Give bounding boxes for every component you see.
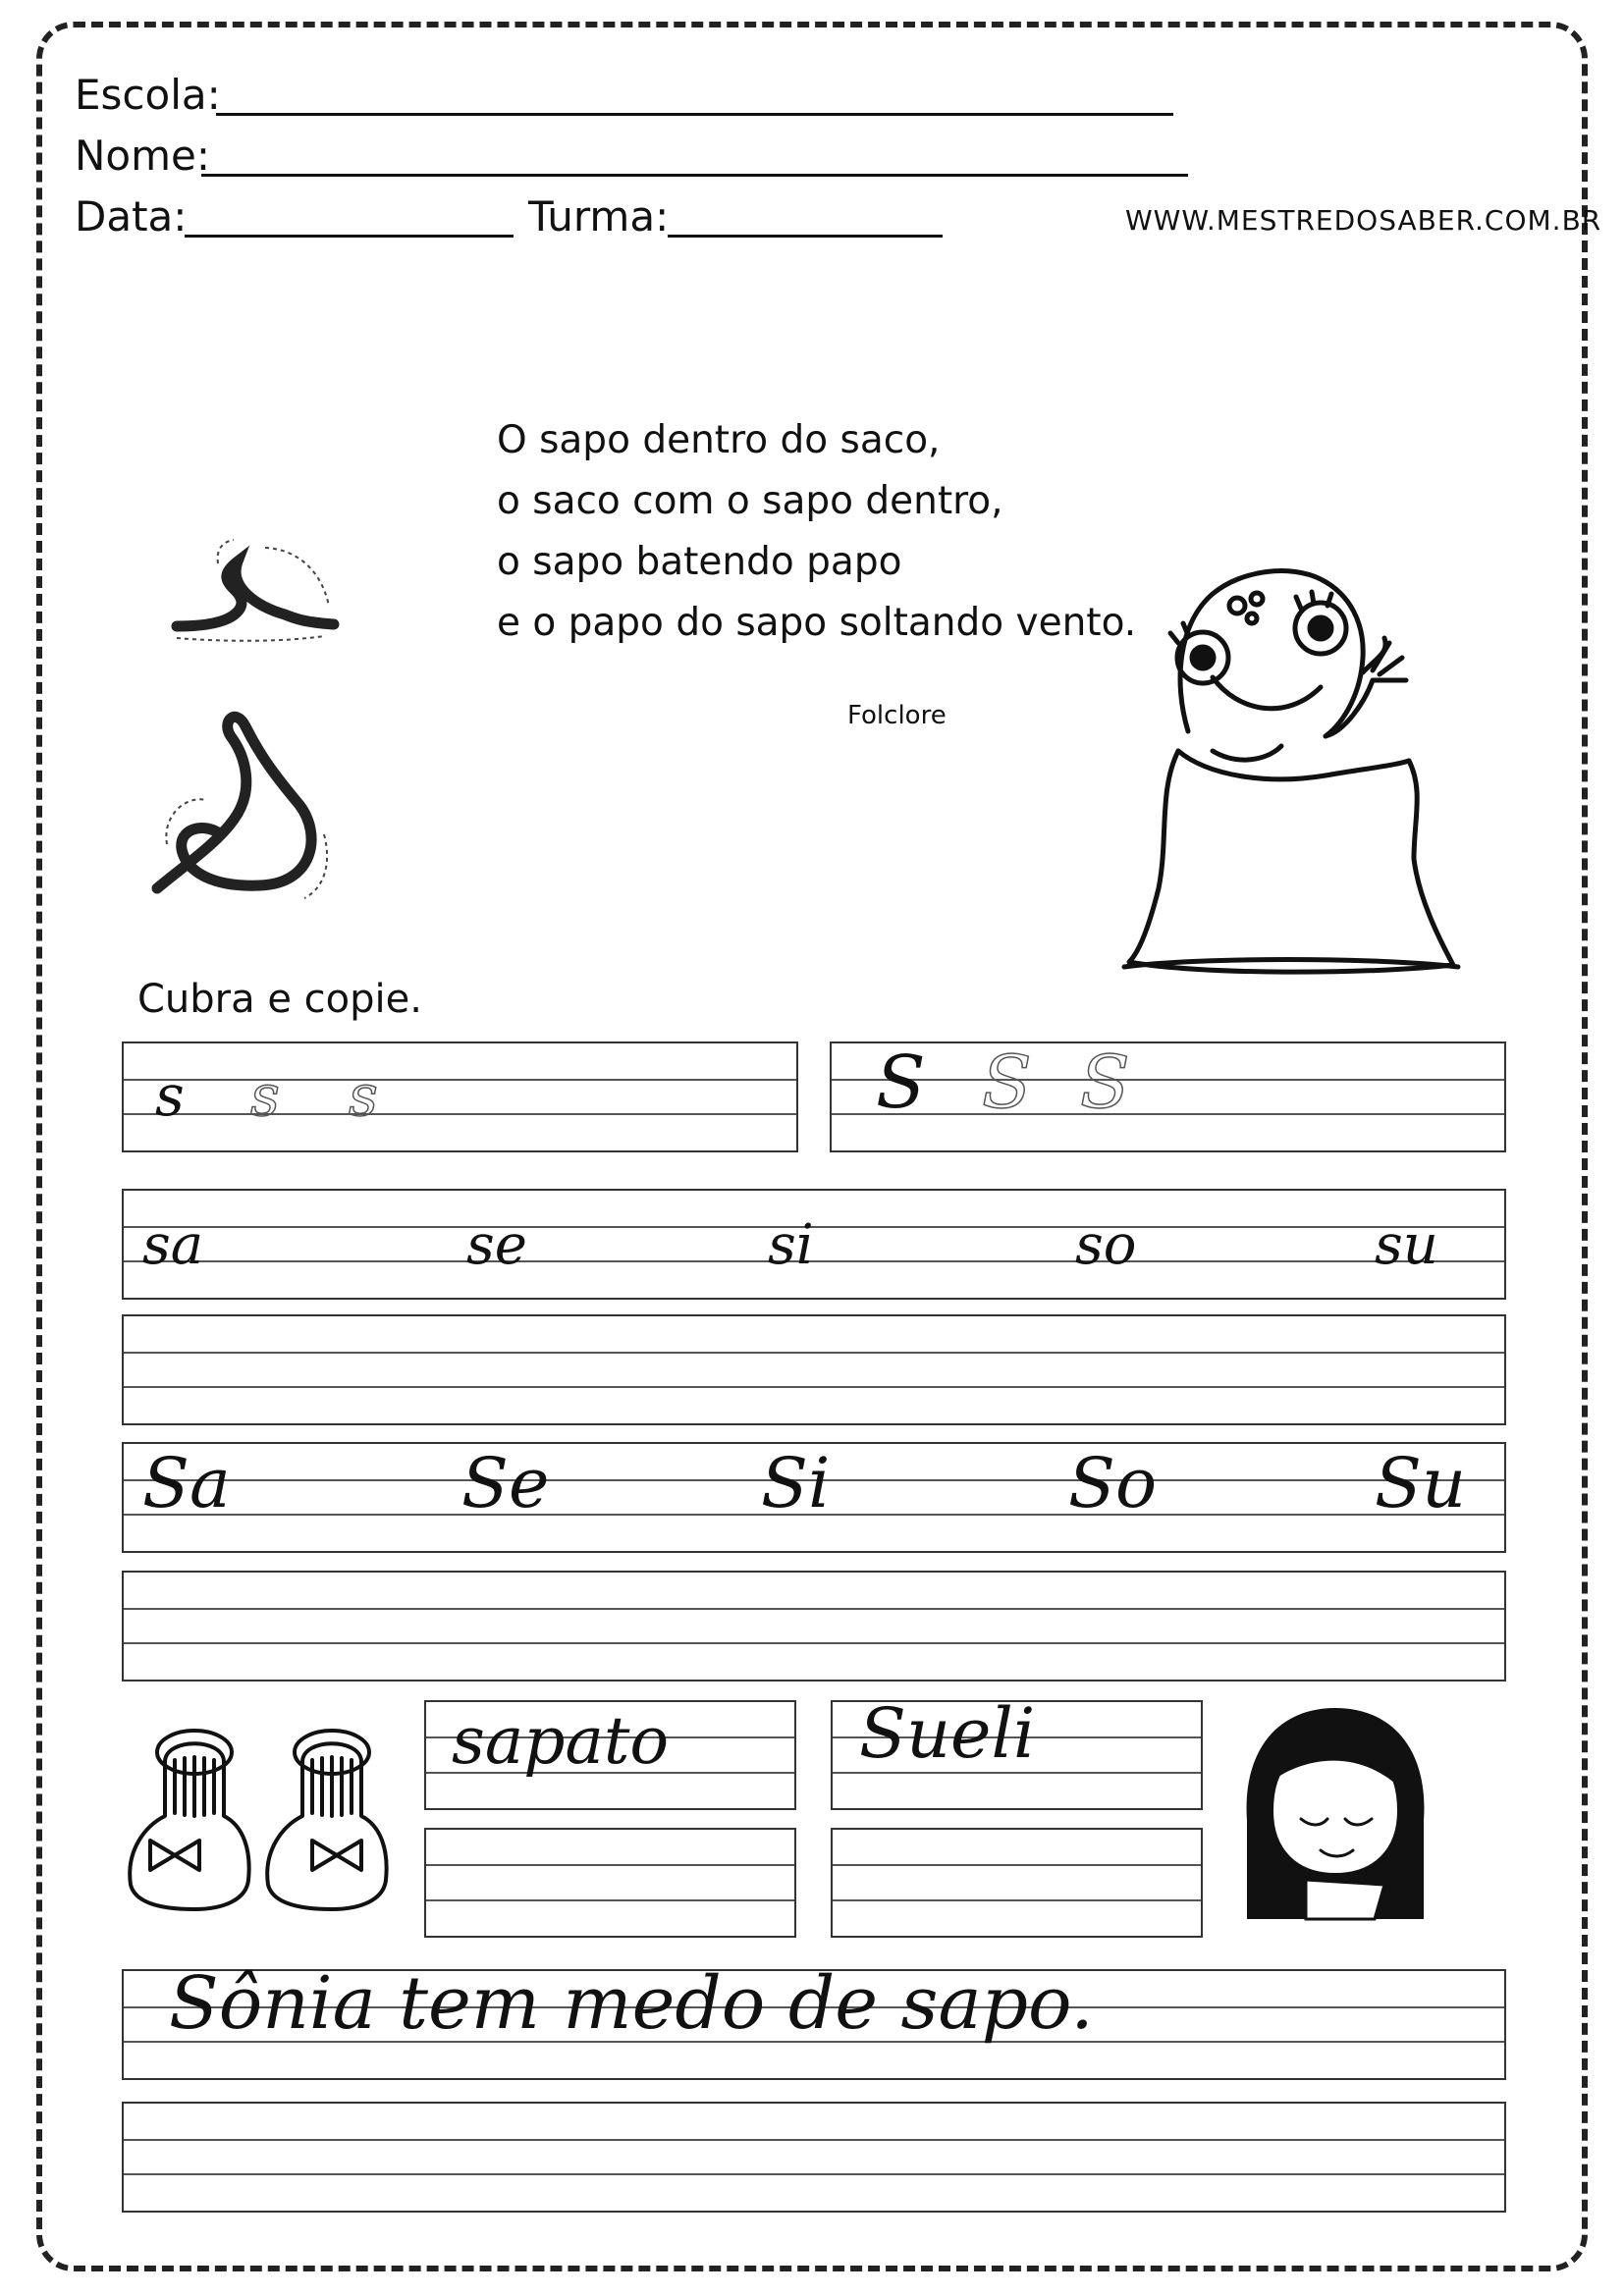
sentence-text: Sônia tem medo de sapo. [169,1961,1094,2046]
lowercase-syllables-box[interactable] [122,1189,1506,1300]
uppercase-letter-writing-box[interactable] [830,1041,1506,1152]
syllable-lower: so [1075,1213,1137,1277]
copy-word-sapato-box[interactable] [424,1828,796,1938]
syllable-lower: sa [142,1213,204,1277]
trace-letter-lower-dotted: s [250,1062,280,1129]
baby-shoes-illustration [126,1723,391,1914]
poem-source: Folclore [847,701,947,730]
syllable-lower: se [466,1213,527,1277]
date-label: Data: [75,192,188,240]
name-field[interactable] [201,174,1188,177]
trace-letter-lower: s [155,1062,185,1129]
name-label: Nome: [75,132,211,180]
cursive-lowercase-s-model [167,520,344,648]
syllable-upper: So [1068,1443,1158,1523]
syllable-upper: Sa [142,1443,231,1523]
syllable-lower: si [768,1213,814,1277]
class-field[interactable] [668,235,943,238]
syllable-upper: Si [761,1443,831,1523]
poem-line: e o papo do sapo soltando vento. [497,601,1137,645]
copy-lines-box[interactable] [122,1314,1506,1425]
syllable-upper: Su [1375,1443,1467,1523]
syllable-lower: su [1375,1213,1438,1277]
frog-in-sack-illustration [1119,564,1458,977]
poem [497,410,1136,654]
trace-letter-upper-dotted: S [1080,1041,1130,1125]
cursive-uppercase-s-model [147,697,334,903]
poem-line: o saco com o sapo dentro, [497,479,1003,523]
trace-letter-upper: S [876,1041,926,1125]
poem-line: O sapo dentro do saco, [497,418,941,462]
school-field[interactable] [216,113,1173,116]
trace-letter-upper-dotted: S [982,1041,1032,1125]
poem-line: o sapo batendo papo [497,540,902,584]
school-label: Escola: [75,71,221,119]
website-url: WWW.MESTREDOSABER.COM.BR [1125,204,1602,237]
trace-letter-lower-dotted: s [349,1062,378,1129]
copy-word-sueli-box[interactable] [831,1828,1203,1938]
class-label: Turma: [528,192,670,240]
copy-sentence-box[interactable] [122,2102,1506,2213]
exercise-instruction: Cubra e copie. [137,977,422,1022]
word-sapato: sapato [452,1703,670,1779]
syllable-upper: Se [461,1443,550,1523]
girl-illustration [1237,1703,1434,1919]
copy-lines-box[interactable] [122,1571,1506,1682]
lowercase-letter-writing-box[interactable] [122,1041,798,1152]
word-sueli: Sueli [859,1693,1036,1774]
date-field[interactable] [185,235,514,238]
